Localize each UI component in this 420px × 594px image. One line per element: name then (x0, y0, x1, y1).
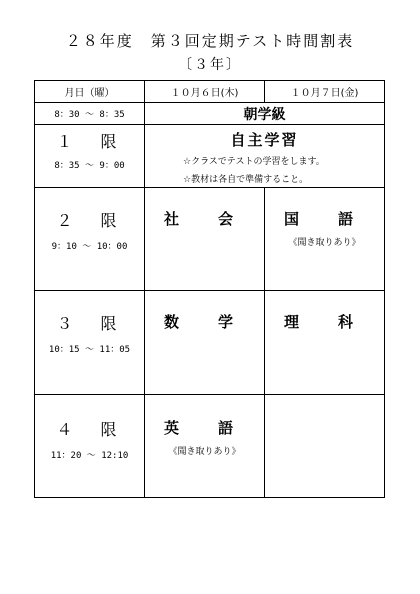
grade-subtitle: 〔３年〕 (178, 57, 242, 73)
period-4-time: 11：20 〜 12:10 (50, 450, 129, 461)
header-day1: １０月６日(木) (145, 81, 265, 103)
subject-math: 数 学 (163, 313, 245, 332)
subject-english: 英 語 (163, 418, 245, 437)
self-study-note-1: ☆クラスでテストの学習をします。 (183, 157, 325, 168)
period-3-label: ３ 限 (56, 314, 123, 334)
morning-label: 朝学級 (145, 103, 385, 125)
period-4-day2-cell (265, 394, 385, 497)
period-2-row (35, 188, 385, 291)
self-study-note-2: ☆教材は各自で準備すること。 (183, 175, 309, 186)
header-date-day: 月日（曜） (35, 81, 145, 103)
period-1-time: 8：35 〜 9：00 (54, 161, 125, 172)
morning-time: 8：30 〜 8：35 (35, 103, 145, 125)
english-listening-note: 《聞き取りあり》 (168, 446, 241, 457)
period-3-row (35, 291, 385, 394)
period-2-day1-cell (145, 188, 265, 291)
schedule-table (34, 80, 385, 498)
period-1-label: １ 限 (56, 132, 123, 152)
header-row (35, 81, 385, 103)
header-day2: １０月７日(金) (265, 81, 385, 103)
period-4-cell (35, 394, 145, 497)
period-3-day1-cell (145, 291, 265, 394)
period-3-time: 10：15 〜 11：05 (48, 345, 131, 356)
period-2-cell (35, 188, 145, 291)
period-2-label: ２ 限 (56, 211, 123, 231)
subject-japanese: 国 語 (283, 210, 365, 229)
self-study-label: 自主学習 (230, 131, 299, 150)
japanese-listening-note: 《聞き取りあり》 (288, 238, 361, 249)
period-3-cell (35, 291, 145, 394)
period-1-row (35, 125, 385, 188)
period-2-day2-cell (265, 188, 385, 291)
period-4-row (35, 394, 385, 497)
period-1-cell (35, 125, 145, 188)
period-3-day2-cell (265, 291, 385, 394)
period-4-day1-cell (145, 394, 265, 497)
period-4-label: ４ 限 (56, 419, 123, 439)
subject-social-studies: 社 会 (163, 210, 245, 229)
period-1-activity-cell (145, 125, 385, 188)
morning-row (35, 103, 385, 125)
subject-science: 理 科 (283, 313, 365, 332)
period-2-time: 9：10 〜 10：00 (51, 242, 128, 253)
page-title: ２８年度 第３回定期テスト時間割表 (65, 32, 355, 50)
